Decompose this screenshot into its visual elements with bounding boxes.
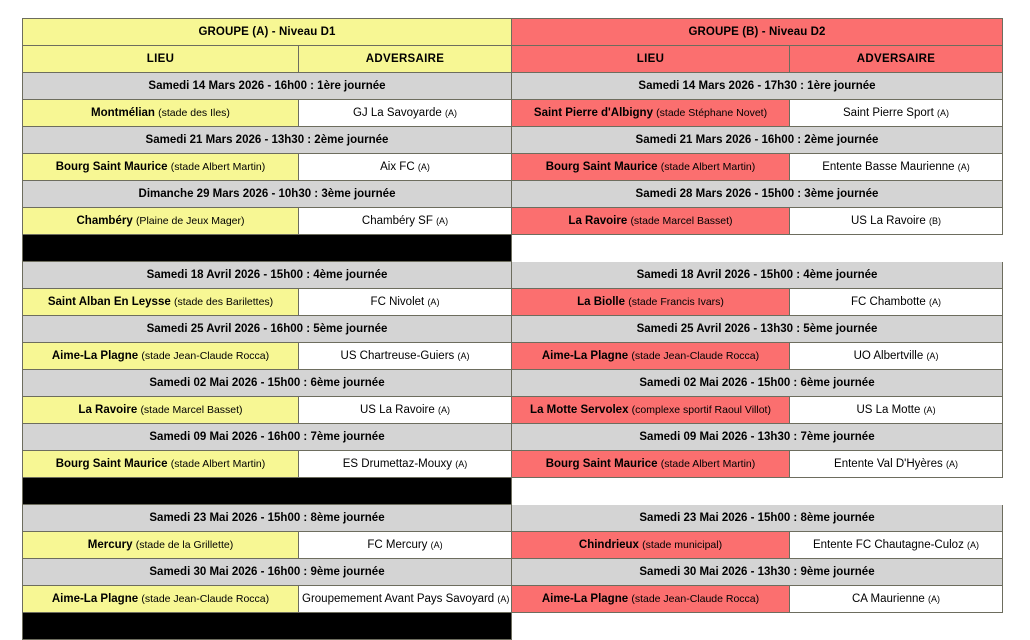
venue-cell <box>512 289 790 316</box>
opponent-cell <box>790 532 1003 559</box>
opponent-cell <box>790 343 1003 370</box>
stadium-name: (complexe sportif Raoul Villot) <box>631 403 771 416</box>
venue-cell <box>23 532 299 559</box>
home-team-name: La Ravoire <box>78 403 138 416</box>
opponent-name: GJ La Savoyarde <box>352 106 442 119</box>
home-team-name: Aime-La Plagne <box>541 592 629 605</box>
stadium-name: (stade Albert Martin) <box>170 160 266 173</box>
stadium-name: (stade municipal) <box>642 538 723 551</box>
column-header-adversaire-b: ADVERSAIRE <box>790 46 1003 73</box>
cup-row <box>23 235 1003 262</box>
opponent-level: (A) <box>438 404 450 415</box>
opponent-level: (A) <box>945 458 958 469</box>
cup-row <box>23 478 1003 505</box>
venue-cell <box>512 208 790 235</box>
opponent-level: (A) <box>928 593 941 604</box>
matchday-label-a: Samedi 23 Mai 2026 - 15h00 : 8ème journée <box>23 505 512 532</box>
matchday-label-b: Samedi 18 Avril 2026 - 15h00 : 4ème journée <box>512 262 1003 289</box>
venue-cell <box>512 586 790 613</box>
column-header-lieu-a: LIEU <box>23 46 299 73</box>
match-row <box>23 154 1003 181</box>
home-team-name: Bourg Saint Maurice <box>545 457 658 470</box>
opponent-cell <box>299 289 512 316</box>
stadium-name: (stade Jean-Claude Rocca) <box>631 592 760 605</box>
opponent-name: Chambéry SF <box>361 214 433 227</box>
opponent-name: US Chartreuse-Guiers <box>340 349 455 362</box>
opponent-cell <box>790 289 1003 316</box>
stadium-name: (stade Marcel Basset) <box>140 403 243 416</box>
opponent-name: Saint Pierre Sport <box>843 106 934 119</box>
venue-cell <box>23 397 299 424</box>
column-header-row <box>23 46 1003 73</box>
opponent-name: ES Drumettaz-Mouxy <box>342 457 453 470</box>
stadium-name: (Plaine de Jeux Mager) <box>135 214 245 227</box>
opponent-cell <box>790 586 1003 613</box>
opponent-name: US La Ravoire <box>360 403 435 416</box>
matchday-label-a: Dimanche 29 Mars 2026 - 10h30 : 3ème journée <box>23 181 512 208</box>
opponent-name: Entente Basse Maurienne <box>822 160 955 173</box>
stadium-name: (stade Jean-Claude Rocca) <box>141 592 270 605</box>
matchday-header-row <box>23 262 1003 289</box>
opponent-name: US La Motte <box>856 403 921 416</box>
schedule-table <box>22 18 1003 640</box>
opponent-name: Entente Val D'Hyères <box>834 457 943 470</box>
match-row <box>23 586 1003 613</box>
opponent-level: (A) <box>967 539 980 550</box>
venue-cell <box>23 289 299 316</box>
opponent-level: (B) <box>929 215 941 226</box>
match-row <box>23 397 1003 424</box>
stadium-name: (stade de la Grillette) <box>135 538 234 551</box>
opponent-cell <box>299 397 512 424</box>
opponent-cell <box>299 154 512 181</box>
matchday-header-row <box>23 424 1003 451</box>
venue-cell <box>512 154 790 181</box>
home-team-name: La Ravoire <box>568 214 628 227</box>
cup-empty-cell <box>512 478 1003 505</box>
home-team-name: La Biolle <box>577 295 626 308</box>
matchday-label-a: Samedi 14 Mars 2026 - 16h00 : 1ère journée <box>23 73 512 100</box>
opponent-level: (A) <box>928 296 941 307</box>
stadium-name: (stade Francis Ivars) <box>628 295 724 308</box>
venue-cell <box>512 100 790 127</box>
opponent-cell <box>299 100 512 127</box>
venue-cell <box>512 532 790 559</box>
venue-cell <box>23 586 299 613</box>
home-team-name: Montmélian <box>91 106 155 119</box>
opponent-cell <box>299 532 512 559</box>
group-title-row <box>23 19 1003 46</box>
match-row <box>23 100 1003 127</box>
opponent-cell <box>790 154 1003 181</box>
opponent-name: FC Nivolet <box>370 295 425 308</box>
matchday-header-row <box>23 181 1003 208</box>
opponent-name: FC Chambotte <box>851 295 926 308</box>
home-team-name: Saint Pierre d'Albigny <box>533 106 653 119</box>
cup-row <box>23 613 1003 640</box>
home-team-name: Bourg Saint Maurice <box>55 160 168 173</box>
cup-label <box>23 235 512 262</box>
stadium-name: (stade Stéphane Novet) <box>656 106 768 119</box>
opponent-level: (A) <box>497 593 510 604</box>
group-b-title: GROUPE (B) - Niveau D2 <box>512 19 1003 46</box>
venue-cell <box>512 343 790 370</box>
home-team-name: Chambéry <box>76 214 133 227</box>
matchday-label-a: Samedi 09 Mai 2026 - 16h00 : 7ème journée <box>23 424 512 451</box>
opponent-cell <box>790 100 1003 127</box>
match-row <box>23 532 1003 559</box>
venue-cell <box>23 451 299 478</box>
match-row <box>23 343 1003 370</box>
home-team-name: Aime-La Plagne <box>541 349 629 362</box>
home-team-name: Bourg Saint Maurice <box>545 160 658 173</box>
matchday-label-b: Samedi 28 Mars 2026 - 15h00 : 3ème journée <box>512 181 1003 208</box>
opponent-cell <box>299 451 512 478</box>
home-team-name: La Motte Servolex <box>530 403 629 416</box>
opponent-level: (A) <box>417 161 430 172</box>
matchday-header-row <box>23 370 1003 397</box>
venue-cell <box>23 208 299 235</box>
match-row <box>23 208 1003 235</box>
schedule-sheet <box>22 18 1002 640</box>
matchday-label-a: Samedi 02 Mai 2026 - 15h00 : 6ème journée <box>23 370 512 397</box>
cup-empty-cell <box>512 235 1003 262</box>
stadium-name: (stade des Iles) <box>158 106 230 119</box>
matchday-label-a: Samedi 18 Avril 2026 - 15h00 : 4ème journée <box>23 262 512 289</box>
opponent-cell <box>790 208 1003 235</box>
opponent-level: (A) <box>926 350 939 361</box>
opponent-cell <box>299 586 512 613</box>
matchday-label-a: Samedi 21 Mars 2026 - 13h30 : 2ème journée <box>23 127 512 154</box>
match-row <box>23 289 1003 316</box>
home-team-name: Chindrieux <box>578 538 639 551</box>
schedule-body <box>23 19 1003 640</box>
opponent-level: (A) <box>427 296 440 307</box>
matchday-label-a: Samedi 25 Avril 2026 - 16h00 : 5ème journée <box>23 316 512 343</box>
matchday-label-b: Samedi 14 Mars 2026 - 17h30 : 1ère journée <box>512 73 1003 100</box>
opponent-cell <box>299 208 512 235</box>
column-header-adversaire-a: ADVERSAIRE <box>299 46 512 73</box>
opponent-level: (A) <box>445 107 458 118</box>
matchday-label-b: Samedi 30 Mai 2026 - 13h30 : 9ème journée <box>512 559 1003 586</box>
matchday-header-row <box>23 73 1003 100</box>
venue-cell <box>23 100 299 127</box>
matchday-header-row <box>23 505 1003 532</box>
opponent-level: (A) <box>923 404 936 415</box>
stadium-name: (stade Albert Martin) <box>170 457 266 470</box>
opponent-cell <box>790 451 1003 478</box>
opponent-name: FC Mercury <box>367 538 428 551</box>
cup-label <box>23 478 512 505</box>
stadium-name: (stade des Barilettes) <box>173 295 274 308</box>
stadium-name: (stade Marcel Basset) <box>630 214 733 227</box>
matchday-label-b: Samedi 25 Avril 2026 - 13h30 : 5ème journée <box>512 316 1003 343</box>
opponent-level: (A) <box>457 350 470 361</box>
column-header-lieu-b: LIEU <box>512 46 790 73</box>
opponent-name: CA Maurienne <box>851 592 925 605</box>
opponent-level: (A) <box>430 539 443 550</box>
opponent-level: (A) <box>455 458 468 469</box>
matchday-label-a: Samedi 30 Mai 2026 - 16h00 : 9ème journée <box>23 559 512 586</box>
venue-cell <box>512 397 790 424</box>
matchday-header-row <box>23 316 1003 343</box>
cup-stage: Finale de la Coupe de Savoie <box>274 619 426 632</box>
home-team-name: Saint Alban En Leysse <box>47 295 171 308</box>
cup-date-time: Samedi 04 Avril 2026 - 15h00 : 1/4 de finale de la Coupe de Savoie <box>88 241 446 254</box>
home-team-name: Mercury <box>87 538 133 551</box>
opponent-cell <box>299 343 512 370</box>
opponent-level: (A) <box>957 161 970 172</box>
matchday-header-row <box>23 559 1003 586</box>
cup-date-time: Jeudi 14 Mai 2026 - 15h00 : 1/2 finale de la Coupe de Savoie <box>104 484 430 497</box>
cup-label <box>23 613 512 640</box>
venue-cell <box>512 451 790 478</box>
opponent-level: (A) <box>936 107 949 118</box>
venue-cell <box>23 154 299 181</box>
stadium-name: (stade Albert Martin) <box>660 160 756 173</box>
cup-date-time: Samedi 13 Juin 2026 - 15h00 : <box>108 619 275 632</box>
opponent-name: Aix FC <box>380 160 415 173</box>
opponent-name: UO Albertville <box>853 349 924 362</box>
opponent-name: Entente FC Chautagne-Culoz <box>812 538 964 551</box>
opponent-name: Groupemement Avant Pays Savoyard <box>302 592 495 605</box>
venue-cell <box>23 343 299 370</box>
matchday-label-b: Samedi 21 Mars 2026 - 16h00 : 2ème journée <box>512 127 1003 154</box>
stadium-name: (stade Albert Martin) <box>660 457 756 470</box>
group-a-title: GROUPE (A) - Niveau D1 <box>23 19 512 46</box>
home-team-name: Aime-La Plagne <box>51 349 139 362</box>
opponent-level: (A) <box>436 215 449 226</box>
stadium-name: (stade Jean-Claude Rocca) <box>141 349 270 362</box>
home-team-name: Aime-La Plagne <box>51 592 139 605</box>
opponent-name: US La Ravoire <box>851 214 926 227</box>
stadium-name: (stade Jean-Claude Rocca) <box>631 349 760 362</box>
matchday-label-b: Samedi 02 Mai 2026 - 15h00 : 6ème journée <box>512 370 1003 397</box>
cup-empty-cell <box>512 613 1003 640</box>
opponent-cell <box>790 397 1003 424</box>
matchday-header-row <box>23 127 1003 154</box>
matchday-label-b: Samedi 09 Mai 2026 - 13h30 : 7ème journée <box>512 424 1003 451</box>
match-row <box>23 451 1003 478</box>
home-team-name: Bourg Saint Maurice <box>55 457 168 470</box>
matchday-label-b: Samedi 23 Mai 2026 - 15h00 : 8ème journée <box>512 505 1003 532</box>
